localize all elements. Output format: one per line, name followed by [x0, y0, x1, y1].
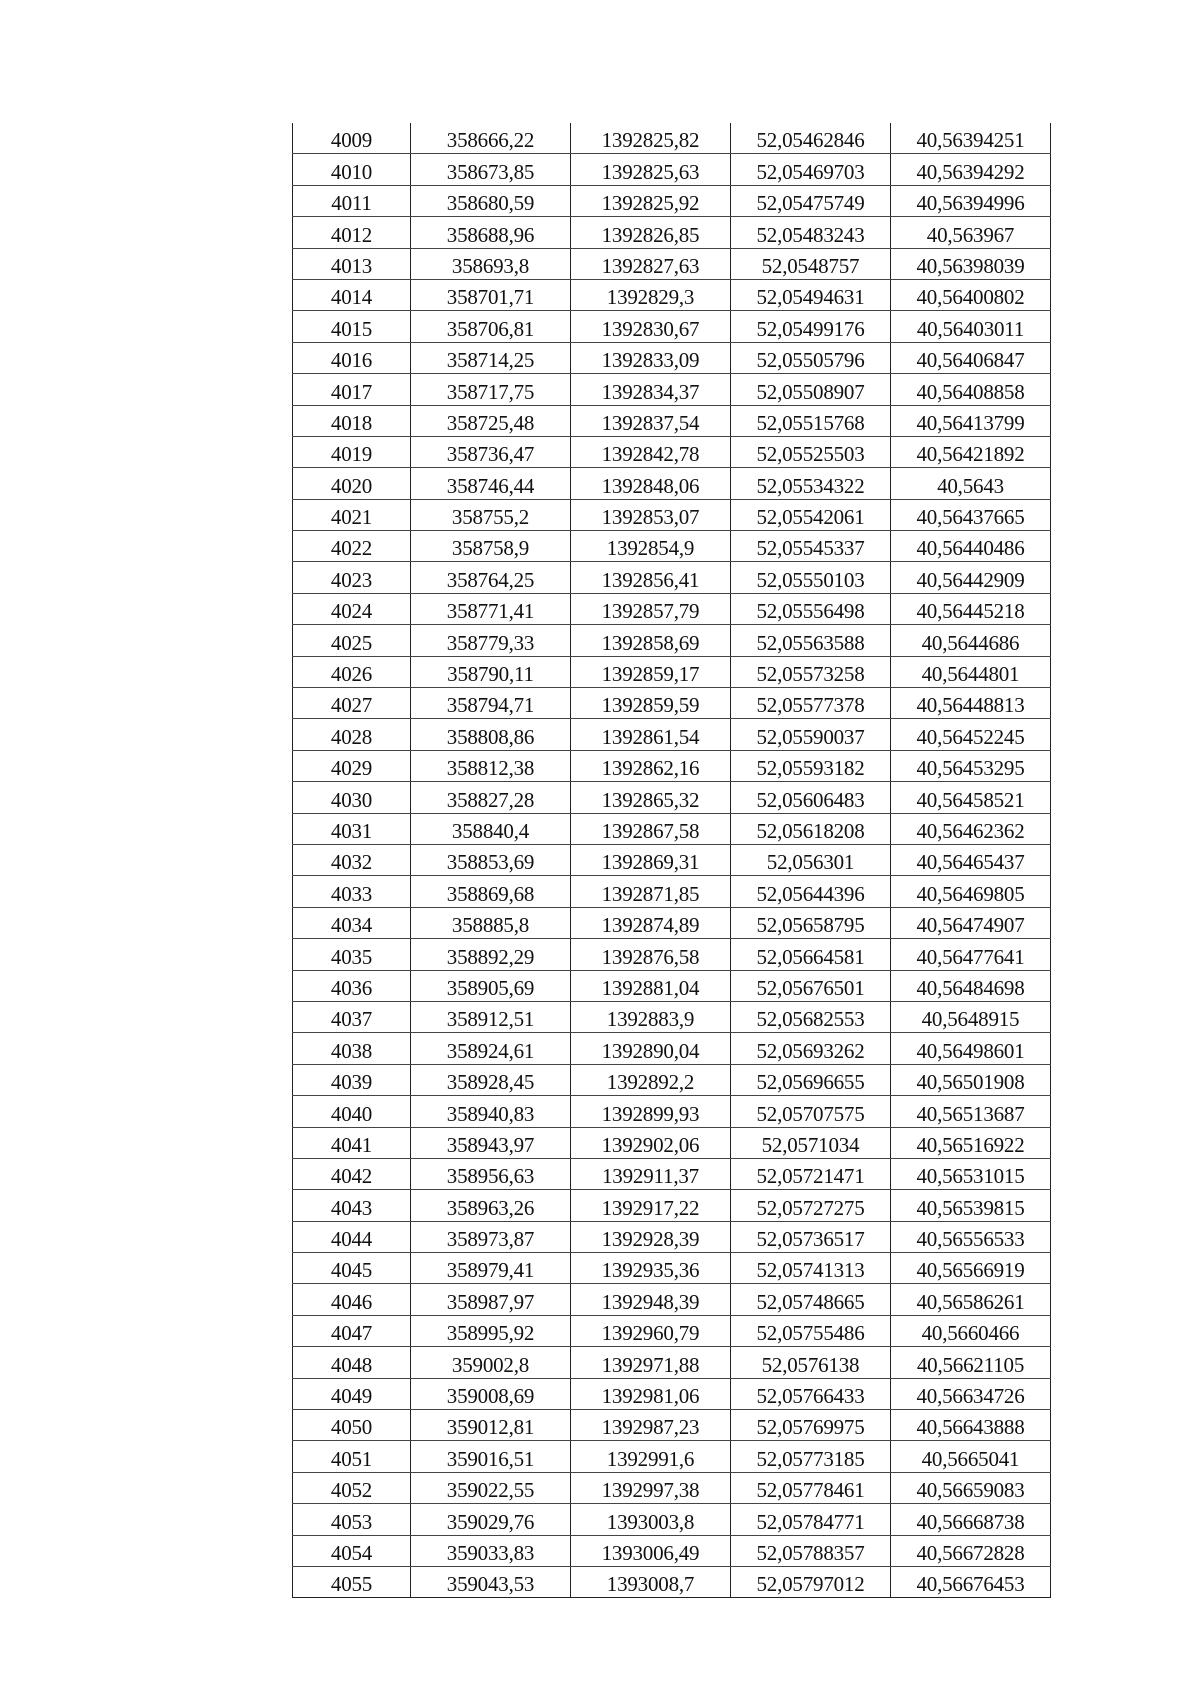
latitude-cell: 52,05682553 — [731, 1001, 891, 1032]
point-number-cell: 4009 — [293, 123, 411, 154]
x-coordinate-cell: 358979,41 — [411, 1253, 571, 1284]
x-coordinate-cell: 358840,4 — [411, 813, 571, 844]
point-number-cell: 4055 — [293, 1566, 411, 1597]
longitude-cell: 40,56448813 — [891, 688, 1051, 719]
latitude-cell: 52,05797012 — [731, 1566, 891, 1597]
point-number-cell: 4028 — [293, 719, 411, 750]
x-coordinate-cell: 358706,81 — [411, 311, 571, 342]
y-coordinate-cell: 1392881,04 — [571, 970, 731, 1001]
longitude-cell: 40,56498601 — [891, 1033, 1051, 1064]
table-row — [293, 1315, 1051, 1346]
longitude-cell: 40,56453295 — [891, 750, 1051, 781]
longitude-cell: 40,56501908 — [891, 1064, 1051, 1095]
point-number-cell: 4017 — [293, 374, 411, 405]
x-coordinate-cell: 358673,85 — [411, 154, 571, 185]
point-number-cell: 4010 — [293, 154, 411, 185]
longitude-cell: 40,56621105 — [891, 1347, 1051, 1378]
y-coordinate-cell: 1392890,04 — [571, 1033, 731, 1064]
point-number-cell: 4049 — [293, 1378, 411, 1409]
point-number-cell: 4018 — [293, 405, 411, 436]
point-number-cell: 4046 — [293, 1284, 411, 1315]
table-row — [293, 1127, 1051, 1158]
table-row — [293, 1347, 1051, 1378]
latitude-cell: 52,05658795 — [731, 907, 891, 938]
y-coordinate-cell: 1392869,31 — [571, 844, 731, 875]
x-coordinate-cell: 358905,69 — [411, 970, 571, 1001]
latitude-cell: 52,0548757 — [731, 248, 891, 279]
longitude-cell: 40,56398039 — [891, 248, 1051, 279]
coordinates-table-body — [293, 123, 1051, 1598]
y-coordinate-cell: 1392871,85 — [571, 876, 731, 907]
y-coordinate-cell: 1392948,39 — [571, 1284, 731, 1315]
latitude-cell: 52,05462846 — [731, 123, 891, 154]
point-number-cell: 4013 — [293, 248, 411, 279]
y-coordinate-cell: 1392971,88 — [571, 1347, 731, 1378]
latitude-cell: 52,05550103 — [731, 562, 891, 593]
point-number-cell: 4031 — [293, 813, 411, 844]
point-number-cell: 4014 — [293, 279, 411, 310]
latitude-cell: 52,056301 — [731, 844, 891, 875]
y-coordinate-cell: 1392859,17 — [571, 656, 731, 687]
table-row — [293, 531, 1051, 562]
y-coordinate-cell: 1392862,16 — [571, 750, 731, 781]
latitude-cell: 52,05693262 — [731, 1033, 891, 1064]
longitude-cell: 40,56406847 — [891, 342, 1051, 373]
table-row — [293, 123, 1051, 154]
latitude-cell: 52,05508907 — [731, 374, 891, 405]
longitude-cell: 40,5644801 — [891, 656, 1051, 687]
latitude-cell: 52,05721471 — [731, 1158, 891, 1189]
y-coordinate-cell: 1393006,49 — [571, 1535, 731, 1566]
point-number-cell: 4027 — [293, 688, 411, 719]
latitude-cell: 52,05618208 — [731, 813, 891, 844]
x-coordinate-cell: 358779,33 — [411, 625, 571, 656]
table-row — [293, 1504, 1051, 1535]
x-coordinate-cell: 358963,26 — [411, 1190, 571, 1221]
table-row — [293, 1190, 1051, 1221]
longitude-cell: 40,56437665 — [891, 499, 1051, 530]
y-coordinate-cell: 1392917,22 — [571, 1190, 731, 1221]
point-number-cell: 4042 — [293, 1158, 411, 1189]
point-number-cell: 4019 — [293, 436, 411, 467]
y-coordinate-cell: 1392981,06 — [571, 1378, 731, 1409]
table-row — [293, 405, 1051, 436]
latitude-cell: 52,05590037 — [731, 719, 891, 750]
y-coordinate-cell: 1392825,82 — [571, 123, 731, 154]
latitude-cell: 52,05475749 — [731, 185, 891, 216]
x-coordinate-cell: 358885,8 — [411, 907, 571, 938]
latitude-cell: 52,05748665 — [731, 1284, 891, 1315]
latitude-cell: 52,05469703 — [731, 154, 891, 185]
y-coordinate-cell: 1392834,37 — [571, 374, 731, 405]
table-row — [293, 342, 1051, 373]
point-number-cell: 4035 — [293, 939, 411, 970]
table-row — [293, 468, 1051, 499]
latitude-cell: 52,05736517 — [731, 1221, 891, 1252]
x-coordinate-cell: 359043,53 — [411, 1566, 571, 1597]
table-row — [293, 782, 1051, 813]
latitude-cell: 52,05784771 — [731, 1504, 891, 1535]
longitude-cell: 40,5644686 — [891, 625, 1051, 656]
y-coordinate-cell: 1392911,37 — [571, 1158, 731, 1189]
table-row — [293, 750, 1051, 781]
x-coordinate-cell: 358940,83 — [411, 1096, 571, 1127]
point-number-cell: 4039 — [293, 1064, 411, 1095]
longitude-cell: 40,56643888 — [891, 1410, 1051, 1441]
latitude-cell: 52,05515768 — [731, 405, 891, 436]
y-coordinate-cell: 1392991,6 — [571, 1441, 731, 1472]
table-row — [293, 593, 1051, 624]
table-row — [293, 1566, 1051, 1597]
table-row — [293, 374, 1051, 405]
longitude-cell: 40,56539815 — [891, 1190, 1051, 1221]
y-coordinate-cell: 1392842,78 — [571, 436, 731, 467]
table-row — [293, 1001, 1051, 1032]
point-number-cell: 4029 — [293, 750, 411, 781]
y-coordinate-cell: 1392829,3 — [571, 279, 731, 310]
point-number-cell: 4051 — [293, 1441, 411, 1472]
point-number-cell: 4036 — [293, 970, 411, 1001]
longitude-cell: 40,56659083 — [891, 1472, 1051, 1503]
latitude-cell: 52,05773185 — [731, 1441, 891, 1472]
longitude-cell: 40,5665041 — [891, 1441, 1051, 1472]
x-coordinate-cell: 358912,51 — [411, 1001, 571, 1032]
x-coordinate-cell: 358746,44 — [411, 468, 571, 499]
point-number-cell: 4043 — [293, 1190, 411, 1221]
latitude-cell: 52,05769975 — [731, 1410, 891, 1441]
point-number-cell: 4050 — [293, 1410, 411, 1441]
table-row — [293, 844, 1051, 875]
table-row — [293, 1378, 1051, 1409]
longitude-cell: 40,56672828 — [891, 1535, 1051, 1566]
table-row — [293, 656, 1051, 687]
y-coordinate-cell: 1392892,2 — [571, 1064, 731, 1095]
y-coordinate-cell: 1392833,09 — [571, 342, 731, 373]
latitude-cell: 52,05545337 — [731, 531, 891, 562]
x-coordinate-cell: 358956,63 — [411, 1158, 571, 1189]
point-number-cell: 4022 — [293, 531, 411, 562]
latitude-cell: 52,0576138 — [731, 1347, 891, 1378]
longitude-cell: 40,56408858 — [891, 374, 1051, 405]
point-number-cell: 4015 — [293, 311, 411, 342]
table-row — [293, 625, 1051, 656]
longitude-cell: 40,56458521 — [891, 782, 1051, 813]
table-row — [293, 248, 1051, 279]
point-number-cell: 4033 — [293, 876, 411, 907]
y-coordinate-cell: 1392874,89 — [571, 907, 731, 938]
latitude-cell: 52,05525503 — [731, 436, 891, 467]
latitude-cell: 52,05556498 — [731, 593, 891, 624]
table-row — [293, 1096, 1051, 1127]
point-number-cell: 4041 — [293, 1127, 411, 1158]
y-coordinate-cell: 1392876,58 — [571, 939, 731, 970]
y-coordinate-cell: 1392856,41 — [571, 562, 731, 593]
x-coordinate-cell: 358771,41 — [411, 593, 571, 624]
table-row — [293, 1221, 1051, 1252]
table-row — [293, 939, 1051, 970]
longitude-cell: 40,56566919 — [891, 1253, 1051, 1284]
latitude-cell: 52,05644396 — [731, 876, 891, 907]
table-row — [293, 813, 1051, 844]
point-number-cell: 4011 — [293, 185, 411, 216]
latitude-cell: 52,05573258 — [731, 656, 891, 687]
point-number-cell: 4034 — [293, 907, 411, 938]
longitude-cell: 40,56440486 — [891, 531, 1051, 562]
table-row — [293, 1410, 1051, 1441]
longitude-cell: 40,56586261 — [891, 1284, 1051, 1315]
table-row — [293, 907, 1051, 938]
latitude-cell: 52,05741313 — [731, 1253, 891, 1284]
x-coordinate-cell: 359008,69 — [411, 1378, 571, 1409]
x-coordinate-cell: 358725,48 — [411, 405, 571, 436]
y-coordinate-cell: 1392857,79 — [571, 593, 731, 624]
table-row — [293, 1253, 1051, 1284]
table-row — [293, 154, 1051, 185]
table-row — [293, 1284, 1051, 1315]
x-coordinate-cell: 358827,28 — [411, 782, 571, 813]
latitude-cell: 52,05727275 — [731, 1190, 891, 1221]
y-coordinate-cell: 1392883,9 — [571, 1001, 731, 1032]
y-coordinate-cell: 1392859,59 — [571, 688, 731, 719]
longitude-cell: 40,56465437 — [891, 844, 1051, 875]
x-coordinate-cell: 359012,81 — [411, 1410, 571, 1441]
y-coordinate-cell: 1392848,06 — [571, 468, 731, 499]
table-row — [293, 217, 1051, 248]
latitude-cell: 52,05788357 — [731, 1535, 891, 1566]
y-coordinate-cell: 1392902,06 — [571, 1127, 731, 1158]
x-coordinate-cell: 358701,71 — [411, 279, 571, 310]
x-coordinate-cell: 358736,47 — [411, 436, 571, 467]
x-coordinate-cell: 358666,22 — [411, 123, 571, 154]
point-number-cell: 4016 — [293, 342, 411, 373]
y-coordinate-cell: 1392825,63 — [571, 154, 731, 185]
longitude-cell: 40,56668738 — [891, 1504, 1051, 1535]
y-coordinate-cell: 1392935,36 — [571, 1253, 731, 1284]
latitude-cell: 52,05534322 — [731, 468, 891, 499]
y-coordinate-cell: 1392997,38 — [571, 1472, 731, 1503]
latitude-cell: 52,05563588 — [731, 625, 891, 656]
x-coordinate-cell: 358790,11 — [411, 656, 571, 687]
x-coordinate-cell: 358764,25 — [411, 562, 571, 593]
latitude-cell: 52,05499176 — [731, 311, 891, 342]
x-coordinate-cell: 358693,8 — [411, 248, 571, 279]
point-number-cell: 4038 — [293, 1033, 411, 1064]
longitude-cell: 40,56513687 — [891, 1096, 1051, 1127]
x-coordinate-cell: 358680,59 — [411, 185, 571, 216]
longitude-cell: 40,5643 — [891, 468, 1051, 499]
table-row — [293, 1158, 1051, 1189]
y-coordinate-cell: 1392867,58 — [571, 813, 731, 844]
latitude-cell: 52,05494631 — [731, 279, 891, 310]
x-coordinate-cell: 358758,9 — [411, 531, 571, 562]
longitude-cell: 40,56394292 — [891, 154, 1051, 185]
table-row — [293, 436, 1051, 467]
y-coordinate-cell: 1392960,79 — [571, 1315, 731, 1346]
longitude-cell: 40,56413799 — [891, 405, 1051, 436]
x-coordinate-cell: 358794,71 — [411, 688, 571, 719]
x-coordinate-cell: 358688,96 — [411, 217, 571, 248]
latitude-cell: 52,0571034 — [731, 1127, 891, 1158]
point-number-cell: 4054 — [293, 1535, 411, 1566]
x-coordinate-cell: 358717,75 — [411, 374, 571, 405]
point-number-cell: 4012 — [293, 217, 411, 248]
longitude-cell: 40,56442909 — [891, 562, 1051, 593]
y-coordinate-cell: 1392826,85 — [571, 217, 731, 248]
table-row — [293, 970, 1051, 1001]
latitude-cell: 52,05505796 — [731, 342, 891, 373]
y-coordinate-cell: 1392837,54 — [571, 405, 731, 436]
point-number-cell: 4023 — [293, 562, 411, 593]
x-coordinate-cell: 358924,61 — [411, 1033, 571, 1064]
table-row — [293, 185, 1051, 216]
longitude-cell: 40,56484698 — [891, 970, 1051, 1001]
longitude-cell: 40,56445218 — [891, 593, 1051, 624]
point-number-cell: 4048 — [293, 1347, 411, 1378]
coordinates-table — [292, 123, 1051, 1598]
table-row — [293, 311, 1051, 342]
longitude-cell: 40,563967 — [891, 217, 1051, 248]
longitude-cell: 40,56469805 — [891, 876, 1051, 907]
point-number-cell: 4040 — [293, 1096, 411, 1127]
y-coordinate-cell: 1392830,67 — [571, 311, 731, 342]
point-number-cell: 4021 — [293, 499, 411, 530]
x-coordinate-cell: 359022,55 — [411, 1472, 571, 1503]
point-number-cell: 4024 — [293, 593, 411, 624]
x-coordinate-cell: 358812,38 — [411, 750, 571, 781]
x-coordinate-cell: 359016,51 — [411, 1441, 571, 1472]
latitude-cell: 52,05577378 — [731, 688, 891, 719]
latitude-cell: 52,05696655 — [731, 1064, 891, 1095]
longitude-cell: 40,56474907 — [891, 907, 1051, 938]
latitude-cell: 52,05676501 — [731, 970, 891, 1001]
longitude-cell: 40,56531015 — [891, 1158, 1051, 1189]
latitude-cell: 52,05766433 — [731, 1378, 891, 1409]
x-coordinate-cell: 358995,92 — [411, 1315, 571, 1346]
point-number-cell: 4044 — [293, 1221, 411, 1252]
x-coordinate-cell: 358987,97 — [411, 1284, 571, 1315]
point-number-cell: 4025 — [293, 625, 411, 656]
point-number-cell: 4045 — [293, 1253, 411, 1284]
longitude-cell: 40,56477641 — [891, 939, 1051, 970]
latitude-cell: 52,05483243 — [731, 217, 891, 248]
longitude-cell: 40,56421892 — [891, 436, 1051, 467]
latitude-cell: 52,05542061 — [731, 499, 891, 530]
x-coordinate-cell: 359029,76 — [411, 1504, 571, 1535]
table-row — [293, 1441, 1051, 1472]
y-coordinate-cell: 1392825,92 — [571, 185, 731, 216]
point-number-cell: 4053 — [293, 1504, 411, 1535]
longitude-cell: 40,56394251 — [891, 123, 1051, 154]
latitude-cell: 52,05664581 — [731, 939, 891, 970]
table-row — [293, 876, 1051, 907]
x-coordinate-cell: 358714,25 — [411, 342, 571, 373]
latitude-cell: 52,05707575 — [731, 1096, 891, 1127]
longitude-cell: 40,56462362 — [891, 813, 1051, 844]
y-coordinate-cell: 1393003,8 — [571, 1504, 731, 1535]
y-coordinate-cell: 1392861,54 — [571, 719, 731, 750]
y-coordinate-cell: 1392899,93 — [571, 1096, 731, 1127]
x-coordinate-cell: 358973,87 — [411, 1221, 571, 1252]
table-row — [293, 279, 1051, 310]
table-row — [293, 1535, 1051, 1566]
x-coordinate-cell: 358943,97 — [411, 1127, 571, 1158]
longitude-cell: 40,56400802 — [891, 279, 1051, 310]
x-coordinate-cell: 358755,2 — [411, 499, 571, 530]
point-number-cell: 4037 — [293, 1001, 411, 1032]
y-coordinate-cell: 1393008,7 — [571, 1566, 731, 1597]
x-coordinate-cell: 358853,69 — [411, 844, 571, 875]
longitude-cell: 40,56634726 — [891, 1378, 1051, 1409]
point-number-cell: 4030 — [293, 782, 411, 813]
longitude-cell: 40,5660466 — [891, 1315, 1051, 1346]
table-row — [293, 562, 1051, 593]
longitude-cell: 40,56556533 — [891, 1221, 1051, 1252]
point-number-cell: 4047 — [293, 1315, 411, 1346]
longitude-cell: 40,56403011 — [891, 311, 1051, 342]
longitude-cell: 40,5648915 — [891, 1001, 1051, 1032]
y-coordinate-cell: 1392987,23 — [571, 1410, 731, 1441]
latitude-cell: 52,05593182 — [731, 750, 891, 781]
table-row — [293, 1064, 1051, 1095]
table-row — [293, 719, 1051, 750]
x-coordinate-cell: 358869,68 — [411, 876, 571, 907]
x-coordinate-cell: 359033,83 — [411, 1535, 571, 1566]
table-row — [293, 1472, 1051, 1503]
x-coordinate-cell: 358892,29 — [411, 939, 571, 970]
point-number-cell: 4026 — [293, 656, 411, 687]
table-row — [293, 499, 1051, 530]
point-number-cell: 4020 — [293, 468, 411, 499]
y-coordinate-cell: 1392827,63 — [571, 248, 731, 279]
y-coordinate-cell: 1392854,9 — [571, 531, 731, 562]
latitude-cell: 52,05606483 — [731, 782, 891, 813]
x-coordinate-cell: 358928,45 — [411, 1064, 571, 1095]
longitude-cell: 40,56452245 — [891, 719, 1051, 750]
point-number-cell: 4052 — [293, 1472, 411, 1503]
table-row — [293, 1033, 1051, 1064]
x-coordinate-cell: 359002,8 — [411, 1347, 571, 1378]
y-coordinate-cell: 1392858,69 — [571, 625, 731, 656]
latitude-cell: 52,05778461 — [731, 1472, 891, 1503]
y-coordinate-cell: 1392928,39 — [571, 1221, 731, 1252]
table-row — [293, 688, 1051, 719]
y-coordinate-cell: 1392853,07 — [571, 499, 731, 530]
longitude-cell: 40,56394996 — [891, 185, 1051, 216]
x-coordinate-cell: 358808,86 — [411, 719, 571, 750]
longitude-cell: 40,56516922 — [891, 1127, 1051, 1158]
y-coordinate-cell: 1392865,32 — [571, 782, 731, 813]
longitude-cell: 40,56676453 — [891, 1566, 1051, 1597]
point-number-cell: 4032 — [293, 844, 411, 875]
latitude-cell: 52,05755486 — [731, 1315, 891, 1346]
